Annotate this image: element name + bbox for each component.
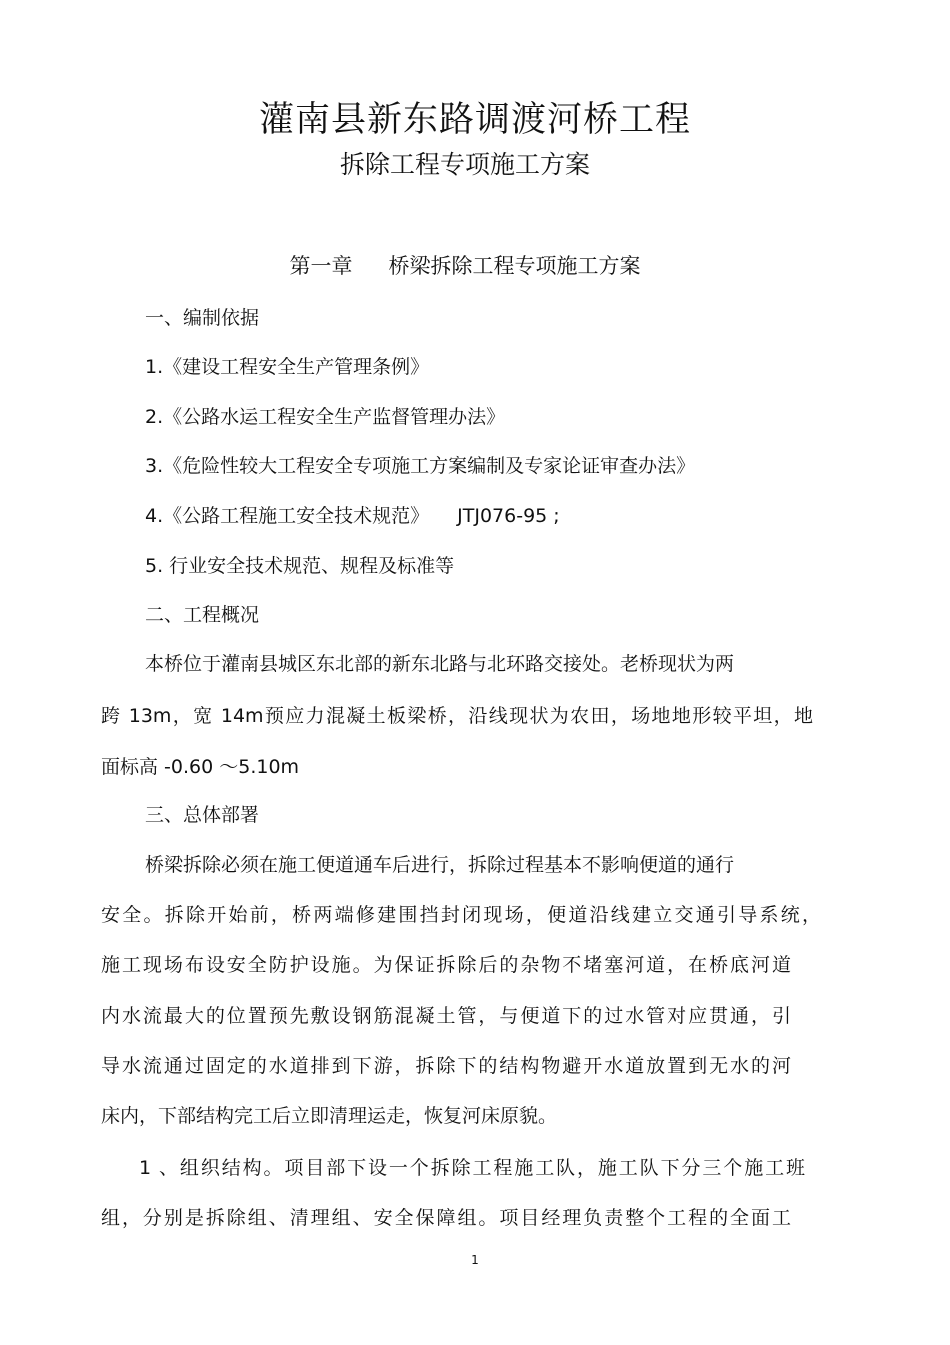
chapter-title: 桥梁拆除工程专项施工方案 [388,254,641,278]
basis-item-2: 2.《公路水运工程安全生产监督管理办法》 [145,406,506,428]
overview-line-1: 本桥位于灌南县城区东北部的新东北路与北环路交接处。老桥现状为两 [145,653,735,675]
deployment-line-4: 内水流最大的位置预先敷设钢筋混凝土管，与便道下的过水管对应贯通，引 [101,1005,791,1027]
document-subtitle: 拆除工程专项施工方案 [339,150,590,179]
deployment-line-5: 导水流通过固定的水道排到下游，拆除下的结构物避开水道放置到无水的河 [101,1055,791,1077]
deployment-line-2: 安全。拆除开始前，桥两端修建围挡封闭现场，便道沿线建立交通引导系统， [101,904,821,926]
basis-item-3: 3.《危险性较大工程安全专项施工方案编制及专家论证审查办法》 [145,455,696,477]
basis-item-5: 5. 行业安全技术规范、规程及标准等 [145,555,455,577]
page-number: 1 [471,1253,479,1267]
deployment-line-3: 施工现场布设安全防护设施。为保证拆除后的杂物不堵塞河道，在桥底河道 [101,954,791,976]
document-title: 灌南县新东路调渡河桥工程 [258,100,691,140]
section-heading-basis: 一、编制依据 [145,307,260,329]
deployment-line-6: 床内，下部结构完工后立即清理运走，恢复河床原貌。 [101,1105,558,1127]
chapter-heading [0,250,930,282]
deployment-line-1: 桥梁拆除必须在施工便道通车后进行，拆除过程基本不影响便道的通行 [145,854,735,876]
overview-line-2: 跨 13m，宽 14m预应力混凝土板梁桥，沿线现状为农田，场地地形较平坦，地 [101,705,813,727]
basis-item-4 [145,501,560,531]
section-heading-overview: 二、工程概况 [145,604,260,626]
chapter-number: 第一章 [289,254,353,278]
basis-item-1: 1.《建设工程安全生产管理条例》 [145,356,430,378]
overview-line-3: 面标高 -0.60 ～5.10m [101,756,300,778]
section-heading-deployment: 三、总体部署 [145,804,260,826]
basis-item-4-text: 4.《公路工程施工安全技术规范》 [145,505,430,527]
organization-line-2: 组，分别是拆除组、清理组、安全保障组。项目经理负责整个工程的全面工 [101,1207,791,1229]
basis-item-4-code: JTJ076-95 ; [457,505,560,527]
organization-line-1: 1 、组织结构。项目部下设一个拆除工程施工队，施工队下分三个施工班 [139,1157,805,1179]
